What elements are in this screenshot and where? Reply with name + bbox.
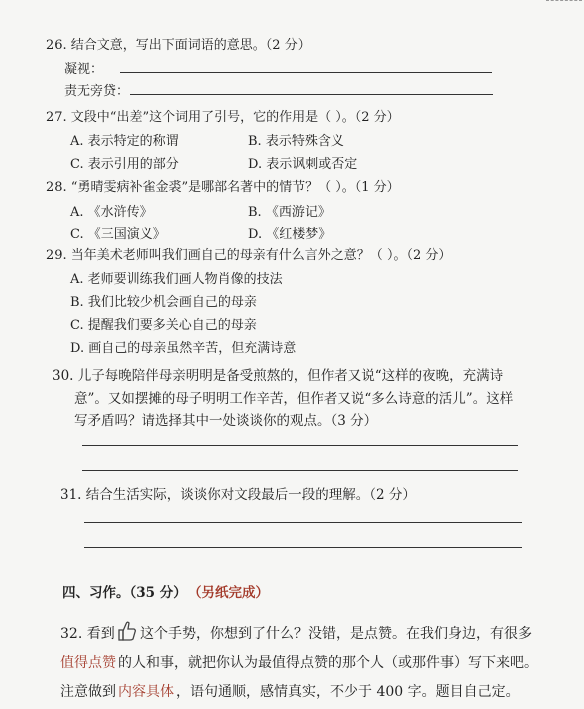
q29-stem: 29. 当年美术老师叫我们画自己的母亲有什么言外之意？（ ）。（2 分） [46,248,452,263]
thumbs-up-icon [118,620,136,642]
q26-answer-line-1[interactable] [120,72,492,73]
q27-option-d[interactable]: D. 表示讽刺或否定 [248,157,358,172]
q28-option-c[interactable]: C. 《三国演义》 [70,227,166,242]
q26-word-2: 责无旁贷： [64,84,130,99]
q27-option-b[interactable]: B. 表示特殊含义 [248,134,344,149]
q26-word-1: 凝视： [64,62,104,77]
q32-line-1-end: 这个手势，你想到了什么？没错，是点赞。在我们身边，有很多 [140,626,532,642]
q32-line-1-start: 32. 看到 [60,626,115,642]
q30-answer-line-1[interactable] [82,445,518,446]
q27-option-c[interactable]: C. 表示引用的部分 [70,157,179,172]
q31-stem: 31. 结合生活实际，谈谈你对文段最后一段的理解。（2 分） [60,487,416,503]
q32-line-3-start: 注意做到 [60,684,116,700]
q29-option-d[interactable]: D. 画自己的母亲虽然辛苦，但充满诗意 [70,341,297,356]
q29-option-a[interactable]: A. 老师要训练我们画人物肖像的技法 [70,272,283,287]
q29-option-c[interactable]: C. 提醒我们要多关心自己的母亲 [70,318,257,333]
q32-line-2-end: 的人和事，就把你认为最值得点赞的那个人（或那件事）写下来吧。 [118,655,538,671]
q26-answer-line-2[interactable] [130,94,493,95]
q30-line-3: 写矛盾吗？请选择其中一处谈谈你的观点。（3 分） [74,413,378,429]
q31-answer-line-1[interactable] [84,522,522,523]
q30-line-1: 30. 儿子每晚陪伴母亲明明是备受煎熬的，但作者又说“这样的夜晚，充满诗 [52,368,504,384]
q27-option-a[interactable]: A. 表示特定的称谓 [70,134,179,149]
q30-answer-line-2[interactable] [82,470,518,471]
q29-option-b[interactable]: B. 我们比较少机会画自己的母亲 [70,295,257,310]
page-edge-mark [546,0,582,3]
q28-stem: 28. “勇晴雯病补雀金裘”是哪部名著中的情节？（ ）。（1 分） [46,180,400,195]
q28-option-d[interactable]: D. 《红楼梦》 [248,227,332,242]
q28-option-a[interactable]: A. 《水浒传》 [70,205,153,220]
q32-line-2-emphasis: 值得点赞 [60,655,116,671]
q28-option-b[interactable]: B. 《西游记》 [248,205,331,220]
q31-answer-line-2[interactable] [84,547,522,548]
q32-line-3-end: ，语句通顺，感情真实，不少于 400 字。题目自己定。 [176,684,520,700]
q30-line-2: 意”。又如摆摊的母子明明工作辛苦，但作者又说“多么诗意的活儿”。这样 [74,391,514,407]
section-4-note: （另纸完成） [188,585,269,601]
q32-line-3-emphasis: 内容具体 [118,684,174,700]
q27-stem: 27. 文段中“出差”这个词用了引号，它的作用是（ ）。（2 分） [46,110,400,125]
section-4-title: 四、习作。（35 分） [62,585,187,601]
q26-stem: 26. 结合文意，写出下面词语的意思。（2 分） [46,38,311,53]
